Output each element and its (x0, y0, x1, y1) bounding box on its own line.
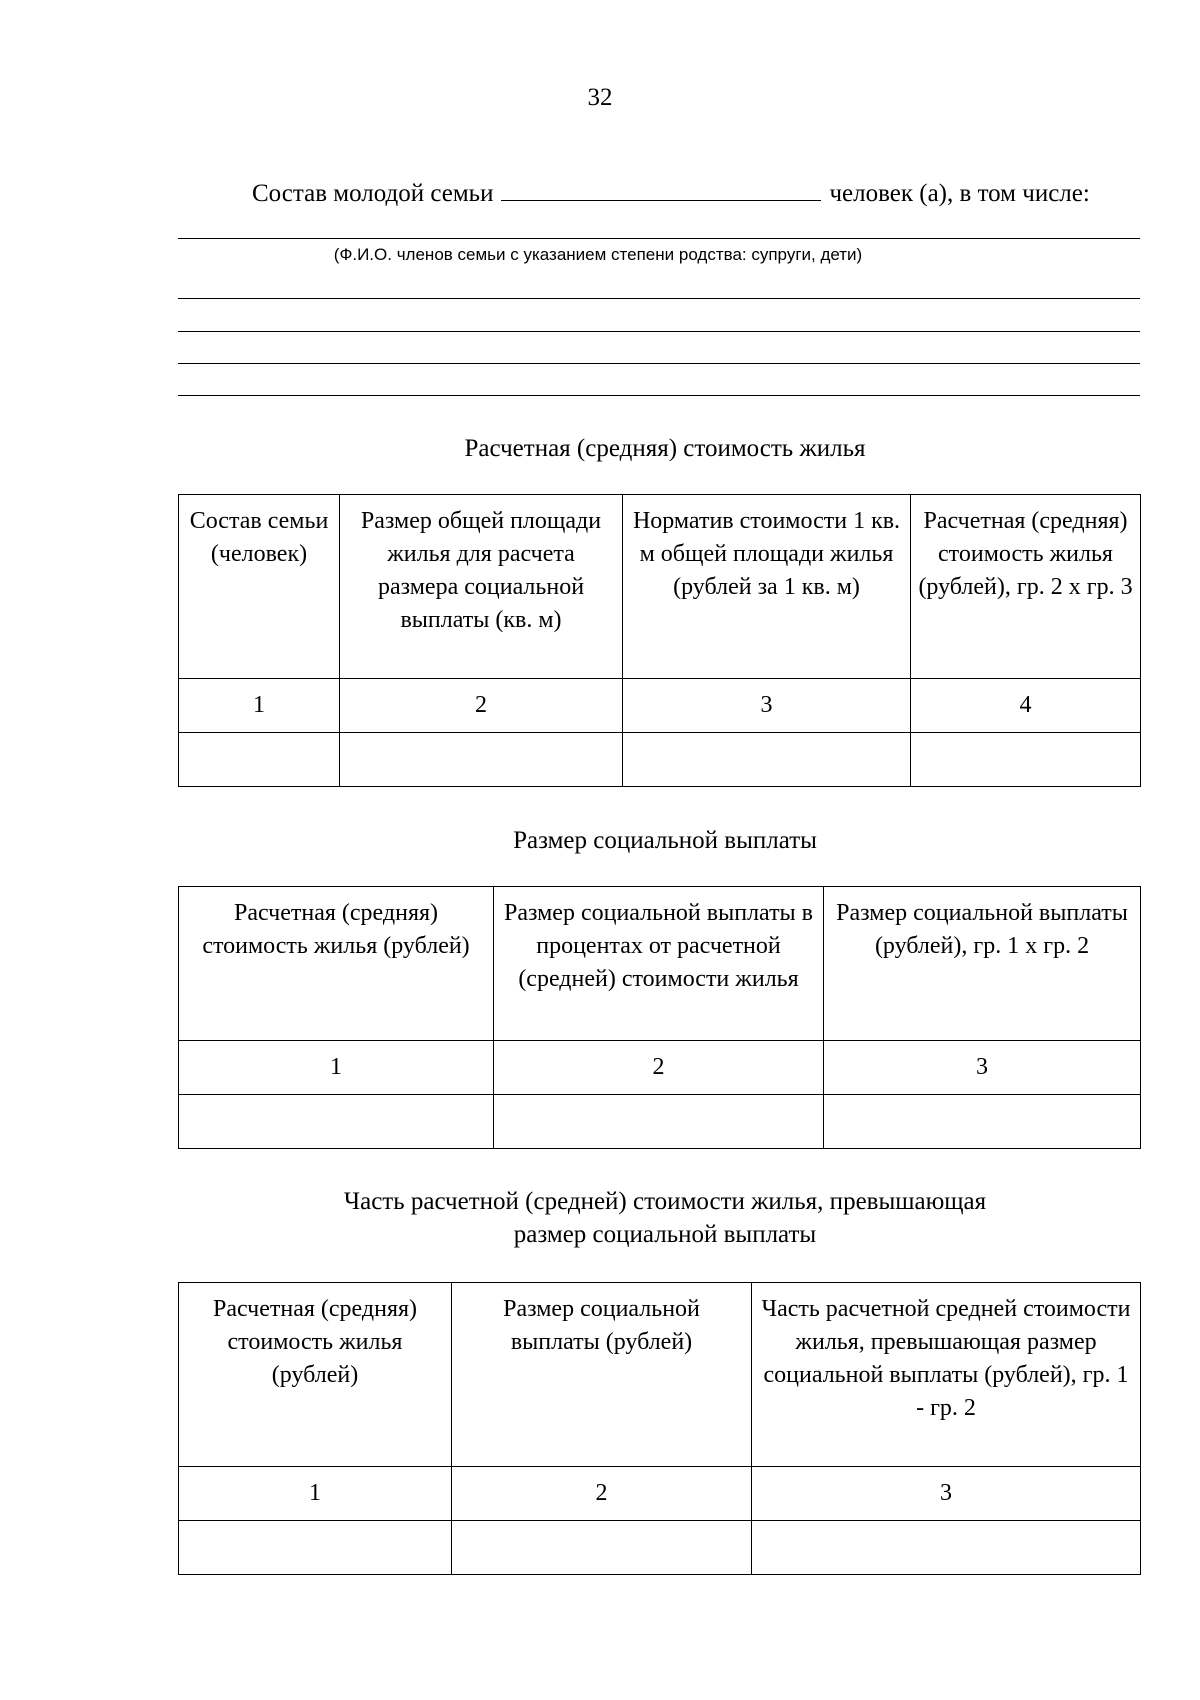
column-number-row (179, 1041, 1141, 1095)
family-composition-prefix: Состав молодой семьи (252, 180, 494, 207)
column-number-cell: 1 (179, 679, 340, 733)
column-number-row (179, 1467, 1141, 1521)
excess-cost-table (178, 1282, 1141, 1575)
table-row (179, 733, 1141, 787)
family-count-blank[interactable] (501, 178, 821, 201)
column-number-row (179, 679, 1141, 733)
table-header-cell: Часть расчетной средней стоимости жилья, превышающая размер социальной выплаты (рублей), гр. 1 - гр. 2 (752, 1283, 1141, 1467)
family-composition-line (252, 178, 1090, 208)
column-number-cell: 2 (340, 679, 623, 733)
table-header-cell: Размер социальной выплаты (рублей) (452, 1283, 752, 1467)
social-payment-table (178, 886, 1141, 1149)
table-row (179, 1095, 1141, 1149)
page-number: 32 (587, 84, 613, 111)
table-row (179, 1521, 1141, 1575)
table-header-cell: Состав семьи (человек) (179, 495, 340, 679)
table-header-cell: Норматив стоимости 1 кв. м общей площади жилья (рублей за 1 кв. м) (623, 495, 911, 679)
input-cell[interactable] (623, 733, 911, 787)
column-number-cell: 1 (179, 1041, 494, 1095)
table-header-row (179, 495, 1141, 679)
family-member-line[interactable] (178, 395, 1140, 396)
table-header-cell: Размер социальной выплаты в процентах от расчетной (средней) стоимости жилья (494, 887, 824, 1041)
input-cell[interactable] (179, 1095, 494, 1149)
input-cell[interactable] (452, 1521, 752, 1575)
excess-cost-title (0, 1185, 1200, 1251)
housing-cost-table (178, 494, 1141, 787)
input-cell[interactable] (752, 1521, 1141, 1575)
table-header-cell: Размер социальной выплаты (рублей), гр. 1 х гр. 2 (824, 887, 1141, 1041)
input-cell[interactable] (340, 733, 623, 787)
social-payment-title: Размер социальной выплаты (513, 827, 817, 854)
input-cell[interactable] (824, 1095, 1141, 1149)
family-member-line[interactable] (178, 298, 1140, 299)
input-cell[interactable] (494, 1095, 824, 1149)
input-cell[interactable] (179, 733, 340, 787)
family-member-line[interactable] (178, 331, 1140, 332)
column-number-cell: 4 (911, 679, 1141, 733)
table-header-cell: Расчетная (средняя) стоимость жилья (рублей) (179, 1283, 452, 1467)
excess-cost-title-line: Часть расчетной (средней) стоимости жилья, превышающая (343, 1188, 987, 1215)
input-cell[interactable] (179, 1521, 452, 1575)
family-composition-suffix: человек (а), в том числе: (829, 180, 1090, 207)
column-number-cell: 3 (752, 1467, 1141, 1521)
table-header-cell: Расчетная (средняя) стоимость жилья (рублей), гр. 2 х гр. 3 (911, 495, 1141, 679)
family-member-line[interactable] (178, 238, 1140, 239)
column-number-cell: 2 (494, 1041, 824, 1095)
column-number-cell: 2 (452, 1467, 752, 1521)
column-number-cell: 3 (824, 1041, 1141, 1095)
column-number-cell: 1 (179, 1467, 452, 1521)
table-header-cell: Расчетная (средняя) стоимость жилья (рублей) (179, 887, 494, 1041)
table-header-row (179, 887, 1141, 1041)
input-cell[interactable] (911, 733, 1141, 787)
column-number-cell: 3 (623, 679, 911, 733)
table-header-cell: Размер общей площади жилья для расчета размера социальной выплаты (кв. м) (340, 495, 623, 679)
table-header-row (179, 1283, 1141, 1467)
excess-cost-title-line: размер социальной выплаты (513, 1221, 817, 1248)
housing-cost-title: Расчетная (средняя) стоимость жилья (464, 435, 866, 462)
family-members-hint: (Ф.И.О. членов семьи с указанием степени родства: супруги, дети) (333, 245, 863, 264)
family-member-line[interactable] (178, 363, 1140, 364)
